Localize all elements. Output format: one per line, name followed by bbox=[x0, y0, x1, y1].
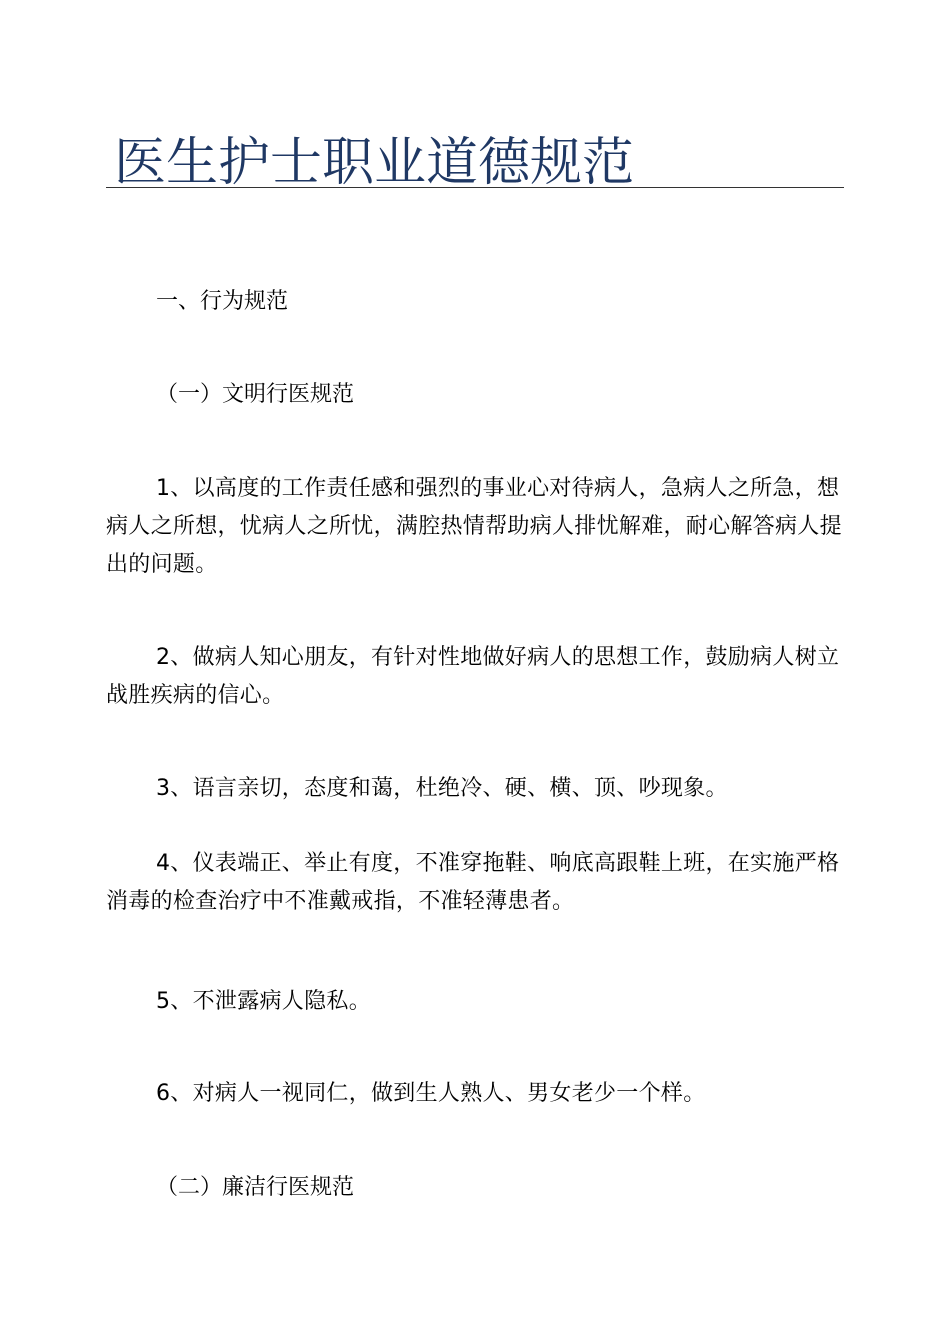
list-item: 2、做病人知心朋友，有针对性地做好病人的思想工作，鼓励病人树立战胜疾病的信心。 bbox=[106, 645, 840, 708]
list-item: 3、语言亲切，态度和蔼，杜绝冷、硬、横、顶、吵现象。 bbox=[156, 776, 728, 801]
list-item: 6、对病人一视同仁，做到生人熟人、男女老少一个样。 bbox=[156, 1081, 706, 1106]
list-item: 5、不泄露病人隐私。 bbox=[156, 989, 371, 1014]
list-item: 1、以高度的工作责任感和强烈的事业心对待病人，急病人之所急，想病人之所想，忧病人之所忧，满腔热情帮助病人排忧解难，耐心解答病人提出的问题。 bbox=[106, 476, 842, 577]
subsection-heading-integrity: （二）廉洁行医规范 bbox=[156, 1175, 355, 1200]
title-underline bbox=[106, 187, 844, 188]
subsection-heading-civilized: （一）文明行医规范 bbox=[156, 382, 355, 407]
document-title: 医生护士职业道德规范 bbox=[114, 133, 635, 193]
section-heading-behavior: 一、行为规范 bbox=[156, 289, 289, 314]
list-item: 4、仪表端正、举止有度，不准穿拖鞋、响底高跟鞋上班，在实施严格消毒的检查治疗中不准戴戒指，不准轻薄患者。 bbox=[106, 851, 840, 914]
